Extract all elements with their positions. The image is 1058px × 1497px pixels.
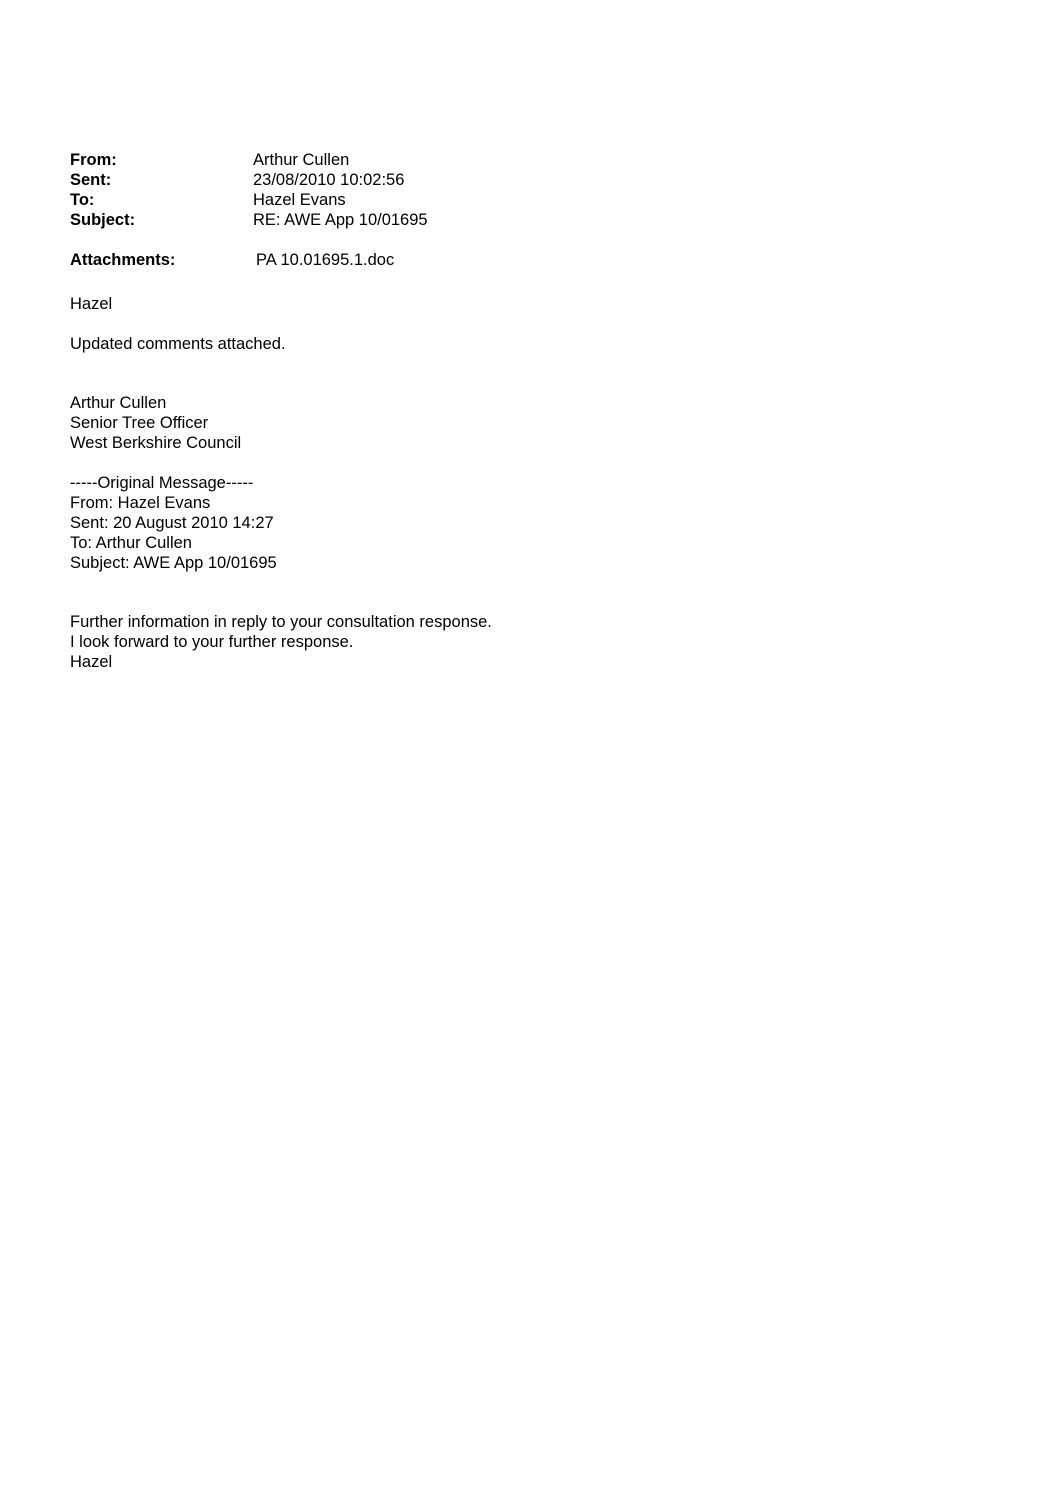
- signature-name: Arthur Cullen: [70, 394, 167, 412]
- message: [70, 334, 286, 354]
- subject-label: Subject:: [70, 211, 136, 229]
- signature-organisation: West Berkshire Council: [70, 434, 242, 452]
- signature: [70, 393, 241, 453]
- subject-value: RE: AWE App 10/01695: [253, 211, 428, 229]
- original-sent-line: Sent: 20 August 2010 14:27: [70, 514, 274, 532]
- original-message-body: [70, 612, 492, 672]
- original-body-line: I look forward to your further response.: [70, 633, 354, 651]
- greeting: [70, 294, 112, 314]
- original-subject-line: Subject: AWE App 10/01695: [70, 554, 277, 572]
- to-label: To:: [70, 191, 95, 209]
- attachment-filename: PA 10.01695.1.doc: [256, 251, 395, 269]
- sent-label: Sent:: [70, 171, 112, 189]
- greeting-text: Hazel: [70, 295, 113, 313]
- to-value: Hazel Evans: [253, 191, 346, 209]
- original-from-line: From: Hazel Evans: [70, 494, 211, 512]
- original-body-line: Hazel: [70, 653, 113, 671]
- original-body-line: Further information in reply to your consultation response.: [70, 613, 492, 631]
- message-text: Updated comments attached.: [70, 335, 286, 353]
- attachments-row: [70, 250, 670, 270]
- from-value: Arthur Cullen: [253, 151, 350, 169]
- original-to-line: To: Arthur Cullen: [70, 534, 192, 552]
- original-message-header: [70, 473, 277, 573]
- sent-value: 23/08/2010 10:02:56: [253, 171, 405, 189]
- from-label: From:: [70, 151, 117, 169]
- signature-title: Senior Tree Officer: [70, 414, 209, 432]
- attachments-label: Attachments:: [70, 251, 176, 269]
- original-message-separator: -----Original Message-----: [70, 474, 254, 492]
